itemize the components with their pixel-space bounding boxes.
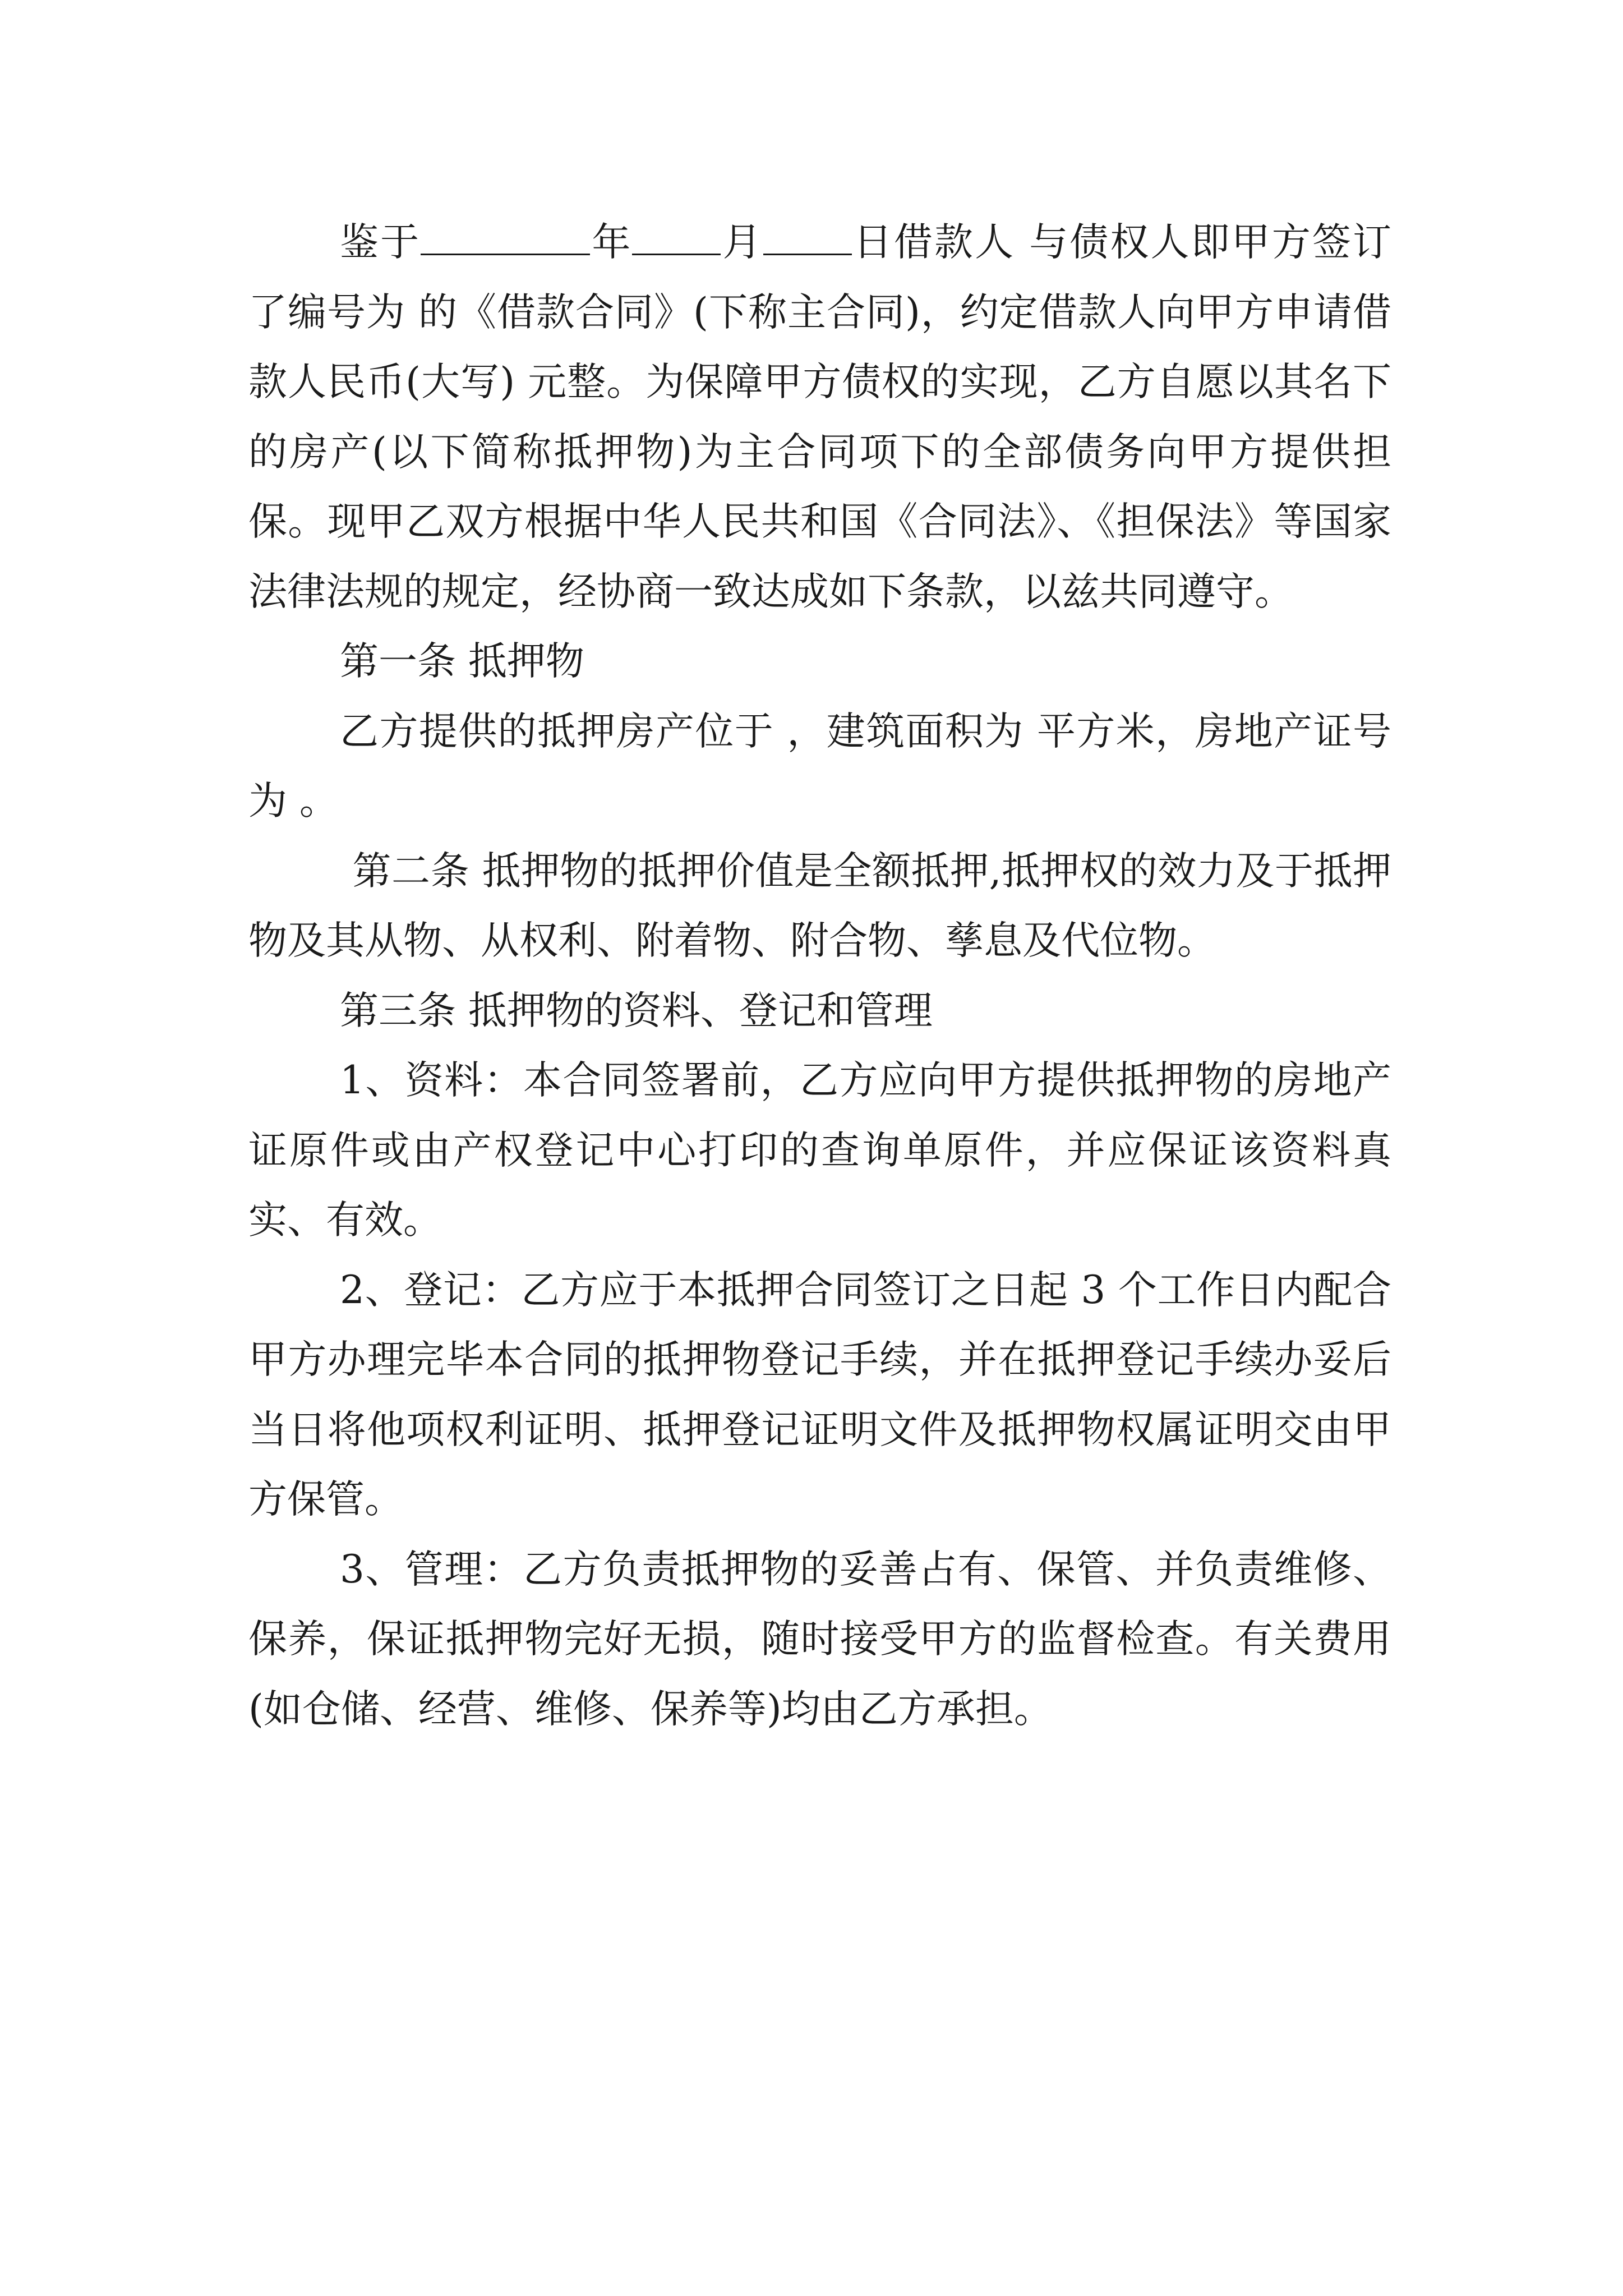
article-3-item-2: 2、登记：乙方应于本抵押合同签订之日起 3 个工作日内配合甲方办理完毕本合同的抵押物登记手续，并在抵押登记手续办妥后当日将他项权利证明、抵押登记证明文件及抵押物权属证明交由甲方保管。	[248, 1267, 1391, 1522]
article-2-text: 第二条 抵押物的抵押价值是全额抵押,抵押权的效力及于抵押物及其从物、从权利、附着物、附合物、孳息及代位物。	[248, 848, 1391, 963]
month-label: 月	[721, 220, 763, 265]
preamble-paragraph	[248, 208, 1391, 627]
contract-body	[248, 208, 1391, 1744]
year-blank	[421, 220, 590, 255]
year-label: 年	[590, 220, 633, 265]
article-3-item-1: 1、资料：本合同签署前，乙方应向甲方提供抵押物的房地产证原件或由产权登记中心打印的查询单原件，并应保证该资料真实、有效。	[248, 1058, 1391, 1243]
preamble-body: 日借款人 与债权人即甲方签订了编号为 的《借款合同》(下称主合同)，约定借款人向甲方申请借款人民币(大写) 元整。为保障甲方债权的实现，乙方自愿以其名下的房产(以下简称抵押物)为主合同项下的全部债务向甲方提供担保。现甲乙双方根据中华人民共和国《合同法》、《担保法》等国家法律法规的规定，经协商一致达成如下条款，以兹共同遵守。	[248, 220, 1392, 614]
preamble-whereas: 鉴于	[340, 220, 421, 265]
article-1-heading: 第一条 抵押物	[340, 639, 584, 684]
article-1-text: 乙方提供的抵押房产位于 ，建筑面积为 平方米，房地产证号为 。	[248, 708, 1391, 823]
month-blank	[632, 220, 721, 255]
day-blank	[763, 220, 852, 255]
article-3-heading: 第三条 抵押物的资料、登记和管理	[340, 988, 933, 1033]
article-3-item-3: 3、管理：乙方负责抵押物的妥善占有、保管、并负责维修、保养，保证抵押物完好无损，随时接受甲方的监督检查。有关费用(如仓储、经营、维修、保养等)均由乙方承担。	[248, 1547, 1391, 1732]
